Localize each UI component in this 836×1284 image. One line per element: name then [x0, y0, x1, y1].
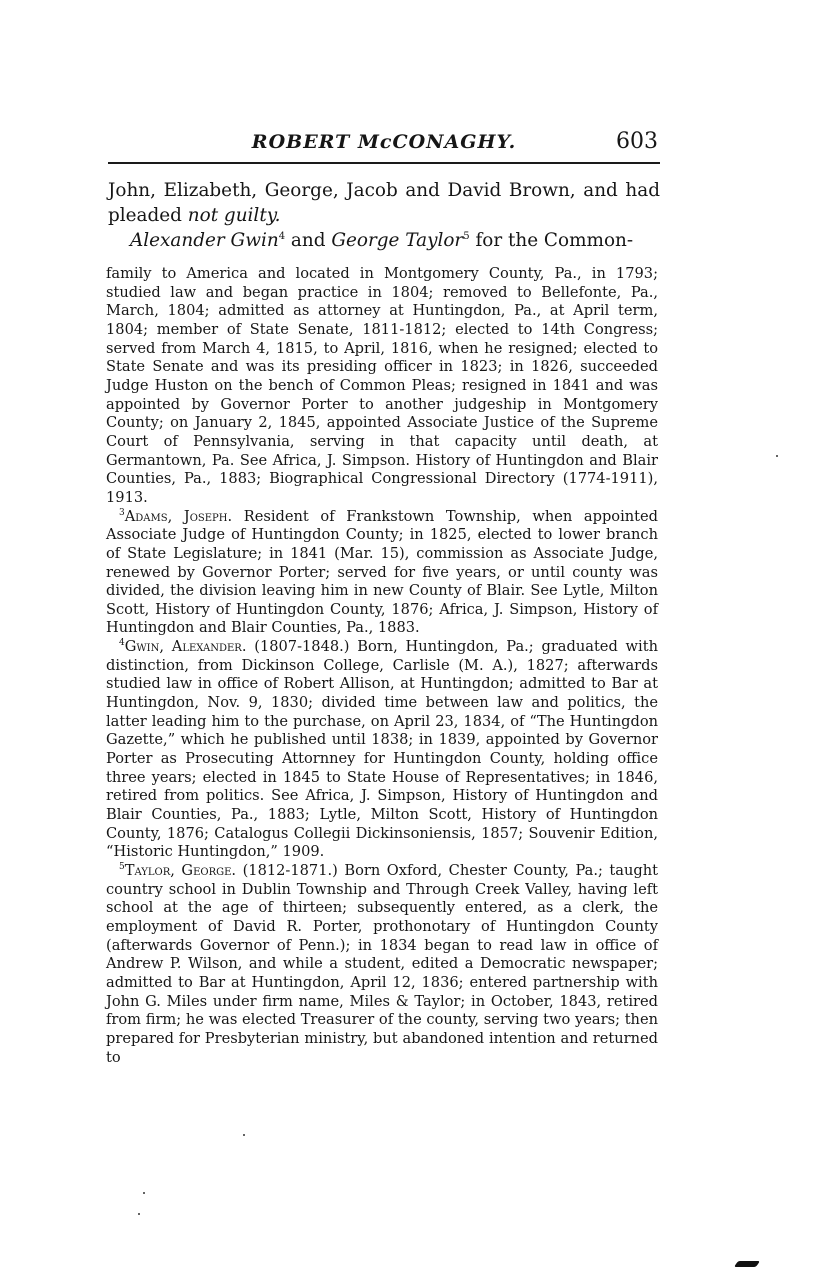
footnotes — [106, 265, 658, 1067]
footnote-number: 5 — [119, 862, 125, 873]
footnote-name: Gwin, Alexander. — [124, 638, 247, 656]
running-title: ROBERT McCONAGHY. — [251, 131, 517, 153]
body-paragraph-2 — [108, 228, 660, 253]
body-connector: and — [285, 230, 332, 251]
counsel-name: Alexander Gwin — [130, 230, 279, 251]
footnote — [106, 508, 658, 639]
scan-speck — [776, 455, 778, 457]
counsel-name: George Taylor — [331, 230, 464, 251]
plea-phrase: not guilty. — [187, 205, 281, 226]
footnote-text: Resident of Frankstown Township, when appointed Associate Judge of Huntingdon County; in 1825, elected to lower branch of State Legislature; in 1841 (Mar. 15), commission as Associate Judge, renewed by Governor Porter; served for five years, or until county was divided, the division leaving him in new County of Blair. See Lytle, Milton Scott, History of Huntingdon County, 1876; Africa, J. Simpson, History of Huntingdon and Blair Counties, Pa., 1883. — [106, 507, 658, 637]
body-line: John, Elizabeth, George, Jacob and David Brown, and had pleaded — [108, 180, 660, 226]
body-text — [108, 178, 660, 253]
footnote — [106, 862, 658, 1067]
footnote — [106, 638, 658, 862]
body-line: for the Common- — [469, 230, 634, 251]
footnote-name: Taylor, George. — [124, 862, 237, 879]
footnote-number: 4 — [119, 638, 125, 649]
body-paragraph-1 — [108, 178, 660, 228]
footnote-text: (1812-1871.) Born Oxford, Chester County, Pa.; taught country school in Dublin Township and Through Creek Valley, having left school at the age of thirteen; subsequently entered, as a clerk, the employment of David R. Porter, prothonotary of Huntingdon County (afterwards Governor of Penn.); in 1834 began to read law in office of Andrew P. Wilson, and while a student, edited a Democratic newspaper; admitted to Bar at Huntingdon, April 12, 1836; entered partnership with John G. Miles under firm name, Miles & Taylor; in October, 1843, retired from firm; he was elected Treasurer of the county, serving two years; then prepared for Presbyterian ministry, but abandoned intention and returned to — [106, 862, 658, 1066]
footnote-ref: 4 — [278, 230, 286, 242]
footnote-text: (1807-1848.) Born, Huntingdon, Pa.; graduated with distinction, from Dickinson College, Carlisle (M. A.), 1827; afterwards studied law in office of Robert Allison, at Huntingdon; admitted to Bar at Huntingdon, Nov. 9, 1830; divided time between law and politics, the latter leading him to the purchase, on April 23, 1834, of “The Huntingdon Gazette,” which he published until 1838; in 1839, appointed by Governor Porter as Prosecuting Attornney for Huntingdon County, holding office three years; elected in 1845 to State House of Representatives; in 1846, retired from politics. See Africa, J. Simpson, History of Huntingdon and Blair Counties, Pa., 1883; Lytle, Milton Scott, History of Huntingdon County, 1876; Catalogus Collegii Dickinsoniensis, 1857; Souvenir Edition, “Historic Huntingdon,” 1909. — [106, 638, 658, 861]
running-head — [108, 128, 660, 164]
scan-speck — [143, 1192, 145, 1194]
footnote-ref: 5 — [463, 230, 470, 242]
page-curl-mark — [734, 1261, 760, 1267]
page-number: 603 — [616, 129, 658, 154]
scan-speck — [138, 1213, 140, 1215]
footnote-continuation: family to America and located in Montgomery County, Pa., in 1793; studied law and began practice in 1804; removed to Bellefonte, Pa., March, 1804; admitted as attorney at Huntingdon, Pa., at April term, 1804; member of State Senate, 1811-1812; elected to 14th Congress; served from March 4, 1815, to April, 1816, when he resigned; elected to State Senate and was its presiding officer in 1823; in 1826, succeeded Judge Huston on the bench of Common Pleas; resigned in 1841 and was appointed by Governor Porter to another judgeship in Montgomery County; on January 2, 1845, appointed Associate Justice of the Supreme Court of Pennsylvania, serving in that capacity until death, at Germantown, Pa. See Africa, J. Simpson. History of Huntingdon and Blair Counties, Pa., 1883; Biographical Congressional Directory (1774-1911), 1913. — [106, 265, 658, 506]
scan-speck — [243, 1134, 245, 1136]
footnote-name: Adams, Joseph. — [124, 507, 233, 525]
footnote-number: 3 — [119, 507, 125, 518]
